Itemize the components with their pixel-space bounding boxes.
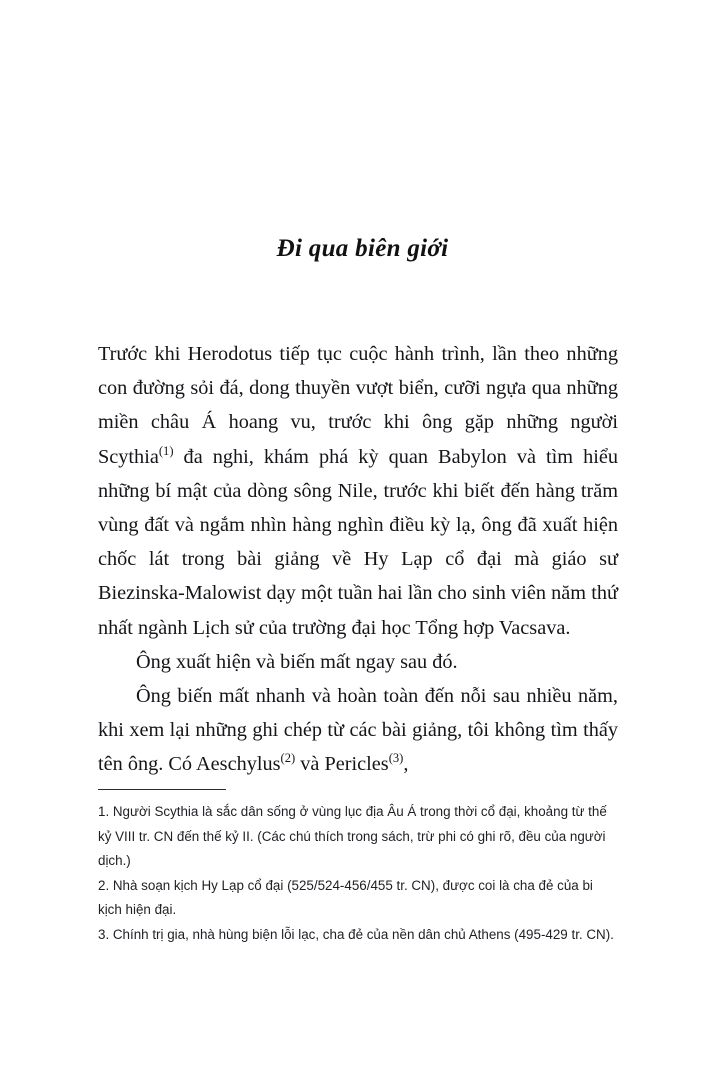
footnote-marker: (1)	[158, 443, 174, 458]
footnote-item: 2. Nhà soạn kịch Hy Lạp cổ đại (525/524-456/455 tr. CN), được coi là cha đẻ của bi kịch hiện đại.	[98, 877, 593, 917]
paragraph-2: Ông xuất hiện và biến mất ngay sau đó.	[136, 650, 458, 673]
body-text-block	[98, 337, 618, 782]
page-title: Đi qua biên giới	[276, 234, 449, 262]
footnote-item: 1. Người Scythia là sắc dân sống ở vùng lục địa Âu Á trong thời cổ đại, khoảng từ thế kỷ VIII tr. CN đến thế kỷ II. (Các chú thích trong sách, trừ phi có ghi rõ, đều của người dịch.)	[98, 804, 607, 868]
footnote-divider	[98, 789, 226, 790]
footnote-marker: (2)	[280, 751, 296, 766]
footnote-marker: (3)	[388, 751, 404, 766]
paragraph-3: Ông biến mất nhanh và hoàn toàn đến nỗi sau nhiều năm, khi xem lại những ghi chép từ các bài giảng, tôi không tìm thấy tên ông. Có Aeschylus$^{(2)}$ và Pericles$^{(3)}$,	[98, 685, 618, 776]
paragraph-1: Trước khi Herodotus tiếp tục cuộc hành trình, lần theo những con đường sỏi đá, dong thuyền vượt biển, cưỡi ngựa qua những miền châu Á hoang vu, trước khi ông gặp những người Scythia$^{(1)}$ đa nghi, khám phá kỳ quan Babylon và tìm hiểu những bí mật của dòng sông Nile, trước khi biết đến hàng trăm vùng đất và ngắm nhìn hàng nghìn điều kỳ lạ, ông đã xuất hiện chốc lát trong bài giảng về Hy Lạp cổ đại mà giáo sư Biezinska-Malowist dạy một tuần hai lần cho sinh viên năm thứ nhất ngành Lịch sử của trường đại học Tổng hợp Vacsava.	[98, 343, 618, 639]
footnotes-block	[98, 800, 620, 947]
footnote-item: 3. Chính trị gia, nhà hùng biện lỗi lạc, cha đẻ của nền dân chủ Athens (495-429 tr. CN).	[98, 926, 614, 942]
